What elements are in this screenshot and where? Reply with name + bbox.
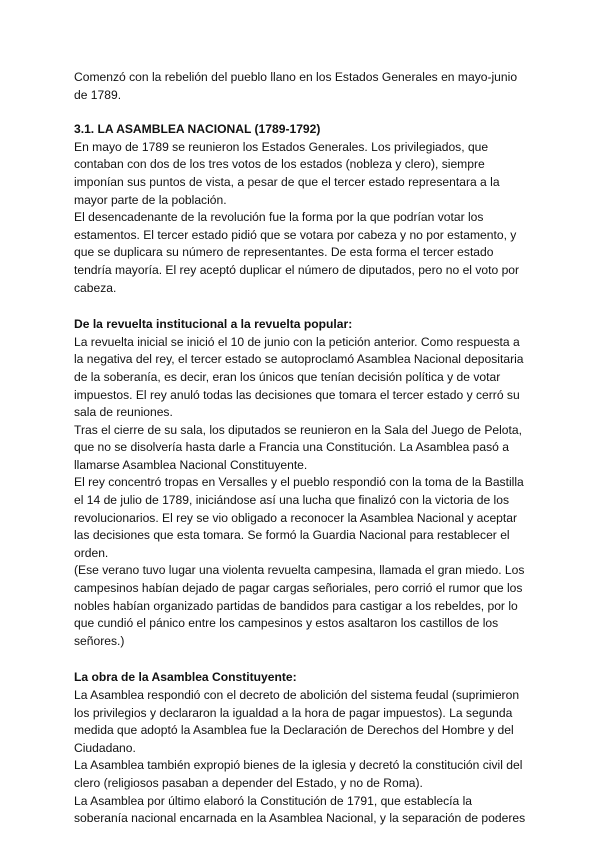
section-heading: La obra de la Asamblea Constituyente: [74,670,297,685]
intro-paragraph: Comenzó con la rebelión del pueblo llano en los Estados Generales en mayo-junio de 1789. [74,70,518,102]
paragraph: La Asamblea también expropió bienes de la iglesia y decretó la constitución civil del clero (religiosos pasaban a depender del Estado, y no de Roma). [74,758,523,790]
paragraph: El rey concentró tropas en Versalles y el pueblo respondió con la toma de la Bastilla el 14 de julio de 1789, iniciándose así una lucha que finalizó con la victoria de los revolucionarios. El rey se vio obligado a reconocer la Asamblea Nacional y aceptar las decisiones que esta tomara. Se formó la Guardia Nacional para restablecer el orden. [74,475,524,560]
section-heading: De la revuelta institucional a la revuelta popular: [74,317,353,332]
section-heading: 3.1. LA ASAMBLEA NACIONAL (1789-1792) [74,122,321,137]
paragraph: La Asamblea por último elaboró la Constitución de 1791, que establecía la soberanía nacional encarnada en la Asamblea Nacional, y la separación de poderes [74,793,526,826]
paragraph: Tras el cierre de su sala, los diputados se reunieron en la Sala del Juego de Pelota, que no se disolvería hasta darle a Francia una Constitución. La Asamblea pasó a llamarse Asamblea Nacional Constituyente. [74,422,522,472]
paragraph: El desencadenante de la revolución fue la forma por la que podrían votar los estamentos. El tercer estado pidió que se votara por cabeza y no por estamento, y que se duplicara su número de representantes. De esta forma el tercer estado tendría mayoría. El rey aceptó duplicar el número de diputados, pero no el voto por cabeza. [74,210,520,295]
paragraph: En mayo de 1789 se reunieron los Estados Generales. Los privilegiados, que contaban con dos de los tres votos de los estados (nobleza y clero), siempre imponían sus puntos de vista, a pesar de que el tercer estado representara a la mayor parte de la población. [74,139,500,207]
paragraph: La Asamblea respondió con el decreto de abolición del sistema feudal (suprimieron los privilegios y declararon la igualdad a la hora de pagar impuestos). La segunda medida que adoptó la Asamblea fue la Declaración de Derechos del Hombre y del Ciudadano. [74,688,520,755]
paragraph: La revuelta inicial se inició el 10 de junio con la petición anterior. Como respuesta a la negativa del rey, el tercer estado se autoproclamó Asamblea Nacional depositaria de la soberanía, es decir, eran los únicos que tenían decisión política y de votar impuestos. El rey anuló todas las decisiones que tomara el tercer estado y cerró su sala de reuniones. [74,334,524,420]
paragraph: (Ese verano tuvo lugar una violenta revuelta campesina, llamada el gran miedo. Los campesinos habían dejado de pagar cargas señoriales, pero corrió el rumor que los nobles habían organizado partidas de bandidos para castigar a los rebeldes, por lo que cundió el pánico entre los campesinos y estos asaltaron los castillos de los señores.) [74,563,525,648]
spacer [74,104,526,121]
document-body [74,69,526,828]
